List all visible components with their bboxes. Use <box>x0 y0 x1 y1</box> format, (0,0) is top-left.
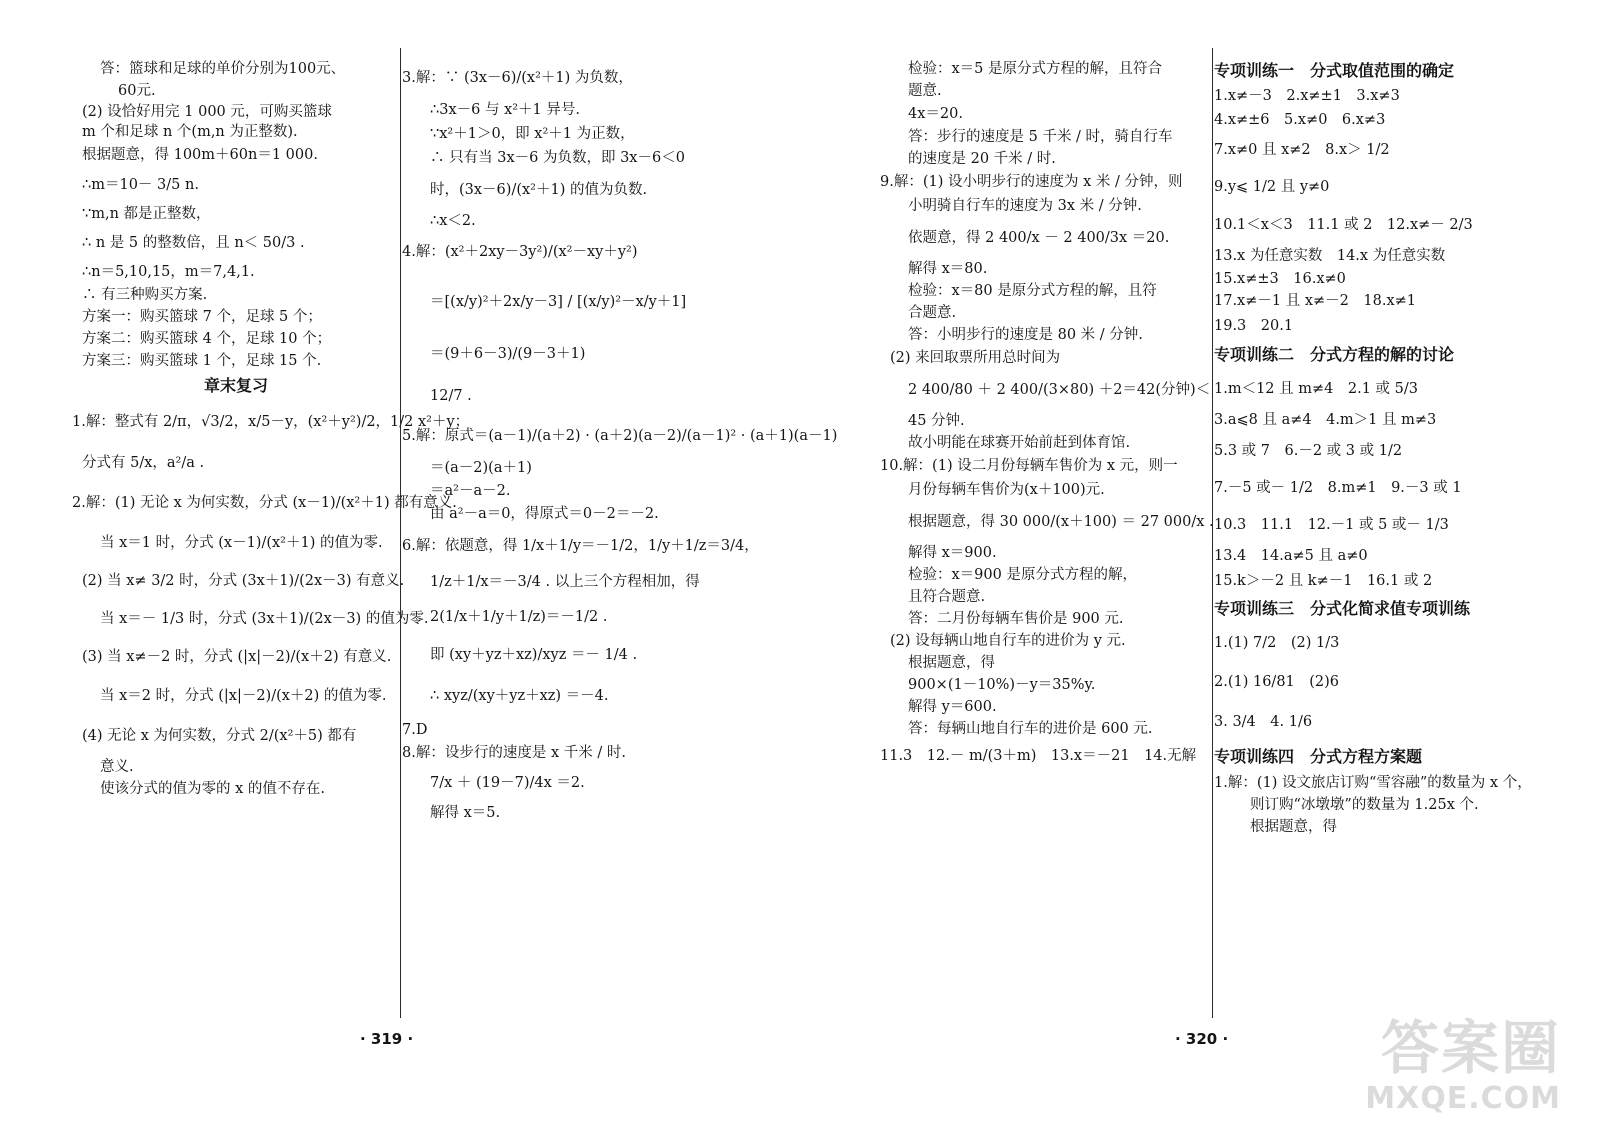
watermark-logo <box>1365 1001 1569 1121</box>
answer-line: 5.3 或 7 6.－2 或 3 或 1/2 <box>1214 443 1403 459</box>
answer-line: 2.解：(1) 无论 x 为何实数，分式 (x－1)/(x²＋1) 都有意义. <box>72 495 457 511</box>
answer-line: 故小明能在球赛开始前赶到体育馆. <box>908 435 1131 451</box>
answer-line: 7.D <box>402 722 428 738</box>
answer-line: 方案一：购买篮球 7 个，足球 5 个； <box>82 309 322 325</box>
answer-line: 当 x＝－ 1/3 时，分式 (3x＋1)/(2x－3) 的值为零. <box>100 611 429 627</box>
section-heading: 章末复习 <box>203 376 268 395</box>
answer-line: ∴ xyz/(xy＋yz＋xz) ＝－4. <box>430 688 609 704</box>
answer-line: ∴3x－6 与 x²＋1 异号. <box>430 102 581 118</box>
answer-line: 7/x ＋ (19－7)/4x ＝2. <box>430 775 585 791</box>
watermark-url: MXQE.COM <box>1365 1081 1561 1116</box>
answer-line: 1/z＋1/x＝－3/4 . 以上三个方程相加，得 <box>430 574 700 590</box>
answer-line: 2 400/80 ＋ 2 400/(3×80) ＋2＝42(分钟)＜ <box>908 382 1211 398</box>
answer-line: 4.解：(x²＋2xy－3y²)/(x²－xy＋y²) <box>402 244 638 260</box>
answer-line: 使该分式的值为零的 x 的值不存在. <box>100 781 326 797</box>
answer-line: 小明骑自行车的速度为 3x 米 / 分钟. <box>908 198 1142 214</box>
answer-line: 根据题意，得 100m＋60n＝1 000. <box>82 147 318 163</box>
answer-line: 即 (xy＋yz＋xz)/xyz ＝－ 1/4 . <box>430 647 638 663</box>
answer-line: 答：每辆山地自行车的进价是 600 元. <box>908 721 1153 737</box>
answer-line: 分式有 5/x，a²/a . <box>82 455 205 471</box>
answer-line: 10.3 11.1 12.－1 或 5 或－ 1/3 <box>1214 517 1449 533</box>
answer-line: ∴m＝10－ 3/5 n. <box>82 177 199 193</box>
answer-line: 1.(1) 7/2 (2) 1/3 <box>1214 635 1340 651</box>
answer-line: 答：小明步行的速度是 80 米 / 分钟. <box>908 327 1143 343</box>
answer-line: (3) 当 x≠－2 时，分式 (|x|－2)/(x＋2) 有意义. <box>82 649 392 665</box>
answer-line: 10.1＜x＜3 11.1 或 2 12.x≠－ 2/3 <box>1214 217 1473 233</box>
answer-line: 10.解：(1) 设二月份每辆车售价为 x 元，则一 <box>880 458 1178 474</box>
answer-line: 7.x≠0 且 x≠2 8.x＞ 1/2 <box>1214 142 1390 158</box>
section-heading: 专项训练一 分式取值范围的确定 <box>1214 61 1455 80</box>
answer-line: (2) 设每辆山地自行车的进价为 y 元. <box>890 633 1126 649</box>
answer-line: 检验：x＝900 是原分式方程的解， <box>908 567 1137 583</box>
answer-line: 方案三：购买篮球 1 个，足球 15 个. <box>82 353 322 369</box>
column-divider <box>400 48 401 1018</box>
answer-line: ∴n＝5,10,15，m＝7,4,1. <box>82 264 255 280</box>
answer-line: 月份每辆车售价为(x＋100)元. <box>908 482 1105 498</box>
answer-line: 2.(1) 16/81 (2)6 <box>1214 674 1340 690</box>
answer-line: m 个和足球 n 个(m,n 为正整数). <box>82 124 298 140</box>
answer-line: 3.解：∵ (3x－6)/(x²＋1) 为负数， <box>402 70 633 86</box>
answer-line: 1.m＜12 且 m≠4 2.1 或 5/3 <box>1214 381 1418 397</box>
answer-line: 1.解：整式有 2/π，√3/2，x/5－y，(x²＋y²)/2，1/2 x²＋y； <box>72 414 470 430</box>
section-heading: 专项训练三 分式化简求值专项训练 <box>1214 599 1471 618</box>
section-heading: 专项训练二 分式方程的解的讨论 <box>1214 345 1455 364</box>
answer-line: 意义. <box>100 759 134 775</box>
answer-line: 900×(1－10%)－y＝35%y. <box>908 677 1096 693</box>
answer-line: 答：步行的速度是 5 千米 / 时，骑自行车 <box>908 129 1173 145</box>
answer-line: 答：二月份每辆车售价是 900 元. <box>908 611 1124 627</box>
answer-line: ∴ 有三种购买方案. <box>82 287 208 303</box>
answer-line: ∵x²＋1＞0，即 x²＋1 为正数， <box>430 126 635 142</box>
answer-line: 4x＝20. <box>908 106 963 122</box>
right-page-column-2 <box>1214 58 1536 838</box>
answer-line: 当 x＝2 时，分式 (|x|－2)/(x＋2) 的值为零. <box>100 688 387 704</box>
answer-line: 19.3 20.1 <box>1214 318 1294 334</box>
answer-line: 15.x≠±3 16.x≠0 <box>1214 271 1346 287</box>
answer-line: 6.解：依题意，得 1/x＋1/y＝－1/2，1/y＋1/z＝3/4， <box>402 538 759 554</box>
answer-line: ＝[(x/y)²＋2x/y－3] / [(x/y)²－x/y＋1] <box>430 294 687 310</box>
answer-line: 解得 x＝80. <box>908 261 988 277</box>
answer-line: 5.解：原式＝(a－1)/(a＋2) · (a＋2)(a－2)/(a－1)² · (a＋1)(a－1) <box>402 428 838 444</box>
answer-line: 根据题意，得 <box>1250 819 1337 835</box>
answer-line: 合题意. <box>908 305 957 321</box>
answer-line: ＝(a－2)(a＋1) <box>430 460 532 476</box>
answer-line: (2) 设恰好用完 1 000 元，可购买篮球 <box>82 104 332 120</box>
answer-line: 12/7 . <box>430 388 472 404</box>
answer-line: 15.k＞－2 且 k≠－1 16.1 或 2 <box>1214 573 1433 589</box>
answer-line: 解得 x＝5. <box>430 805 501 821</box>
page-number-left: · 319 · <box>360 1030 414 1048</box>
section-heading: 专项训练四 分式方程方案题 <box>1214 747 1423 766</box>
answer-line: ∴ 只有当 3x－6 为负数，即 3x－6＜0 <box>430 150 685 166</box>
column-divider <box>1212 48 1213 1018</box>
answer-line: ＝(9＋6－3)/(9－3＋1) <box>430 346 586 362</box>
answer-line: 则订购“冰墩墩”的数量为 1.25x 个. <box>1250 797 1479 813</box>
answer-line: 60元. <box>118 83 156 99</box>
answer-line: 的速度是 20 千米 / 时. <box>908 151 1056 167</box>
answer-line: (4) 无论 x 为何实数，分式 2/(x²＋5) 都有 <box>82 728 357 744</box>
answer-line: 根据题意，得 <box>908 655 995 671</box>
answer-line: 当 x＝1 时，分式 (x－1)/(x²＋1) 的值为零. <box>100 535 383 551</box>
answer-line: 根据题意，得 30 000/(x＋100) ＝ 27 000/x . <box>908 514 1214 530</box>
answer-line: 检验：x＝5 是原分式方程的解，且符合 <box>908 61 1163 77</box>
answer-line: (2) 来回取票所用总时间为 <box>890 350 1061 366</box>
answer-line: 13.4 14.a≠5 且 a≠0 <box>1214 548 1368 564</box>
answer-line: ∴ n 是 5 的整数倍，且 n＜ 50/3 . <box>82 235 305 251</box>
answer-line: 9.y⩽ 1/2 且 y≠0 <box>1214 179 1330 195</box>
answer-line: 方案二：购买篮球 4 个，足球 10 个； <box>82 331 332 347</box>
answer-line: 题意. <box>908 83 942 99</box>
answer-line: 3. 3/4 4. 1/6 <box>1214 714 1313 730</box>
left-page-column-2 <box>402 58 838 824</box>
answer-line: 1.解：(1) 设文旅店订购“雪容融”的数量为 x 个， <box>1214 775 1532 791</box>
answer-line: 3.a⩽8 且 a≠4 4.m＞1 且 m≠3 <box>1214 412 1437 428</box>
answer-line: (2) 当 x≠ 3/2 时，分式 (3x＋1)/(2x－3) 有意义. <box>82 573 405 589</box>
answer-line: 解得 y＝600. <box>908 699 997 715</box>
page-number-right: · 320 · <box>1175 1030 1229 1048</box>
answer-line: 17.x≠－1 且 x≠－2 18.x≠1 <box>1214 293 1416 309</box>
right-page-column-1 <box>880 58 1214 772</box>
answer-line: 8.解：设步行的速度是 x 千米 / 时. <box>402 745 626 761</box>
answer-line: 13.x 为任意实数 14.x 为任意实数 <box>1214 248 1446 264</box>
answer-line: ＝a²－a－2. <box>430 483 511 499</box>
answer-line: 2(1/x＋1/y＋1/z)＝－1/2 . <box>430 609 608 625</box>
answer-line: 由 a²－a＝0，得原式＝0－2＝－2. <box>430 506 659 522</box>
answer-line: 且符合题意. <box>908 589 986 605</box>
answer-line: 1.x≠－3 2.x≠±1 3.x≠3 <box>1214 88 1400 104</box>
answer-line: 9.解：(1) 设小明步行的速度为 x 米 / 分钟，则 <box>880 174 1183 190</box>
answer-line: 时，(3x－6)/(x²＋1) 的值为负数. <box>430 182 648 198</box>
answer-line: 45 分钟. <box>908 413 965 429</box>
answer-line: 7.－5 或－ 1/2 8.m≠1 9.－3 或 1 <box>1214 480 1462 496</box>
answer-line: 4.x≠±6 5.x≠0 6.x≠3 <box>1214 112 1386 128</box>
answer-line: 答：篮球和足球的单价分别为100元、 <box>100 61 346 77</box>
watermark-text: 答案圈 <box>1380 1014 1561 1082</box>
answer-line: 11.3 12.－ m/(3＋m) 13.x＝－21 14.无解 <box>880 748 1197 764</box>
answer-line: ∵m,n 都是正整数， <box>82 206 211 222</box>
answer-line: 检验：x＝80 是原分式方程的解，且符 <box>908 283 1157 299</box>
answer-line: 解得 x＝900. <box>908 545 997 561</box>
answer-line: 依题意，得 2 400/x － 2 400/3x ＝20. <box>908 230 1170 246</box>
answer-line: ∴x＜2. <box>430 213 476 229</box>
